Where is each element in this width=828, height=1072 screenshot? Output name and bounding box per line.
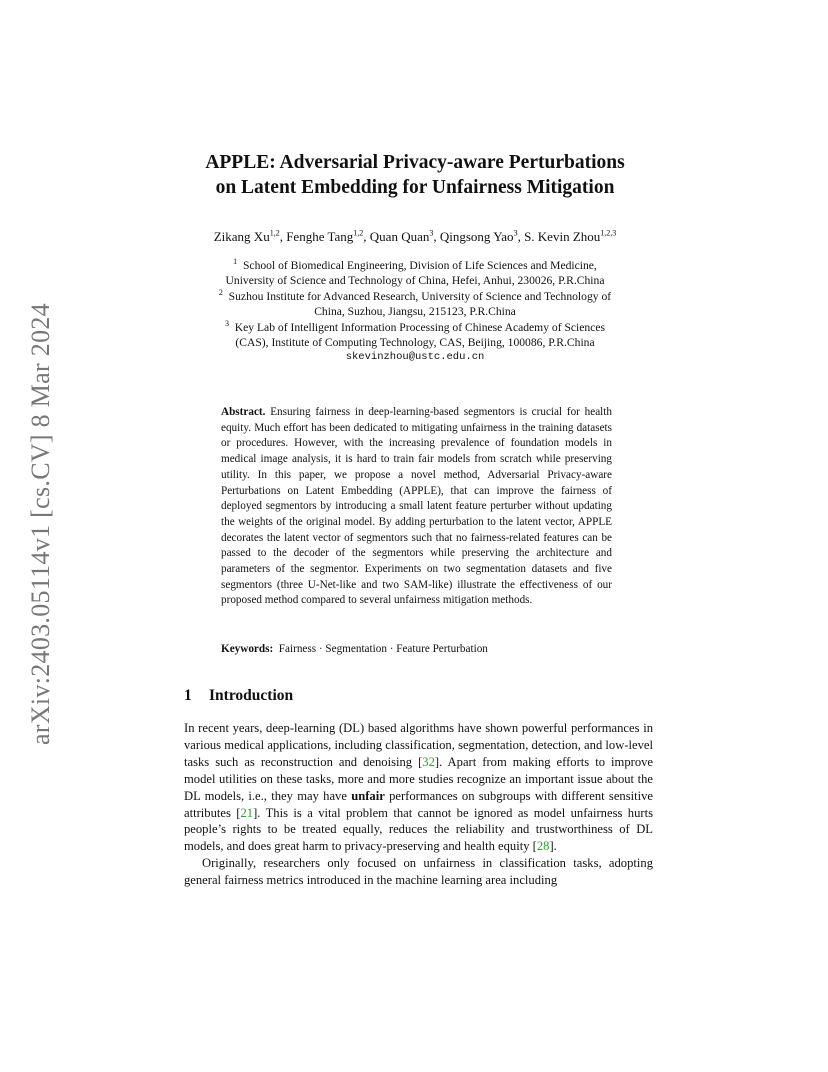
title-line-2: on Latent Embedding for Unfairness Mitigation xyxy=(215,177,615,198)
keywords-label: Keywords: xyxy=(221,643,274,655)
author: Zikang Xu$^{1,2}$ xyxy=(213,228,280,244)
author: Quan Quan$^3$ xyxy=(369,228,434,244)
author: Fenghe Tang$^{1,2}$ xyxy=(286,228,364,244)
author: Qingsong Yao$^3$ xyxy=(439,228,518,244)
arxiv-identifier: arXiv:2403.05114v1 [cs.CV] 8 Mar 2024 xyxy=(26,303,55,745)
citation-link[interactable]: 21 xyxy=(240,805,254,820)
affiliation: $^3$ Key Lab of Intelligent Information Processing of Chinese Academy of Sciences (CAS), Institute of Computing Technology, CAS, Beijing, 100086, P.R.China xyxy=(224,318,606,350)
affiliation: $^2$ Suzhou Institute for Advanced Research, University of Science and Technology of China, Suzhou, Jiangsu, 215123, P.R.China xyxy=(218,287,612,319)
author: S. Kevin Zhou$^{1,2,3}$ xyxy=(524,228,617,244)
citation-link[interactable]: 32 xyxy=(422,754,435,769)
author-list: Zikang Xu$^{1,2}$, Fenghe Tang$^{1,2}$, Quan Quan$^3$, Qingsong Yao$^3$, S. Kevin Zhou$^{1,2,3}$ xyxy=(213,228,617,244)
section-heading xyxy=(184,687,293,705)
title-line-1: APPLE: Adversarial Privacy-aware Perturbations xyxy=(205,152,625,173)
abstract-label: Abstract. xyxy=(221,406,266,418)
paragraph: In recent years, deep-learning (DL) based algorithms have shown powerful performances in various medical applications, including classification, segmentation, detection, and low-level tasks such as reconstruction and denoising [32]. Apart from making efforts to improve model utilities on these tasks, more and more studies recognize an important issue about the DL models, i.e., they may have unfair performances on subgroups with different sensitive attributes [21]. This is a vital problem that cannot be ignored as model unfairness hurts people’s rights to be treated equally, reduces the reliability and trustworthiness of DL models, and does great harm to privacy-preserving and health equity [28]. xyxy=(184,721,654,854)
affiliations xyxy=(170,258,660,366)
abstract-text: Ensuring fairness in deep-learning-based segmentors is crucial for health equity. Much effort has been dedicated to mitigating unfairness in the training datasets or procedures. However, with the increasing prevalence of foundation models in medical image analysis, it is hard to train fair models from scratch while preserving utility. In this paper, we propose a novel method, Adversarial Privacy-aware Perturbations on Latent Embedding (APPLE), that can improve the fairness of deployed segmentors by introducing a small latent feature perturber without updating the weights of the original model. By adding perturbation to the latent vector, APPLE decorates the latent vector of segmentors such that no fairness-related features can be passed to the decoder of the segmentors while preserving the architecture and parameters of the segmentor. Experiments on two segmentation datasets and five segmentors (three U-Net-like and two SAM-like) illustrate the effectiveness of our proposed method compared to several unfairness mitigation methods. xyxy=(221,406,612,607)
section-number: 1 xyxy=(184,687,192,704)
abstract xyxy=(221,405,612,609)
keywords xyxy=(221,643,612,655)
keywords-text: Fairness · Segmentation · Feature Perturbation xyxy=(278,643,488,655)
email-address[interactable]: skevinzhou@ustc.edu.cn xyxy=(345,351,485,364)
introduction-body xyxy=(184,720,653,889)
affiliation: $^1$ School of Biomedical Engineering, Division of Life Sciences and Medicine, University of Science and Technology of China, Hefei, Anhui, 230026, P.R.China xyxy=(225,257,605,288)
paper-title xyxy=(150,150,680,200)
section-title: Introduction xyxy=(209,687,294,704)
paragraph: Originally, researchers only focused on unfairness in classification tasks, adopting general fairness metrics introduced in the machine learning area including xyxy=(184,856,653,888)
citation-link[interactable]: 28 xyxy=(536,839,550,854)
